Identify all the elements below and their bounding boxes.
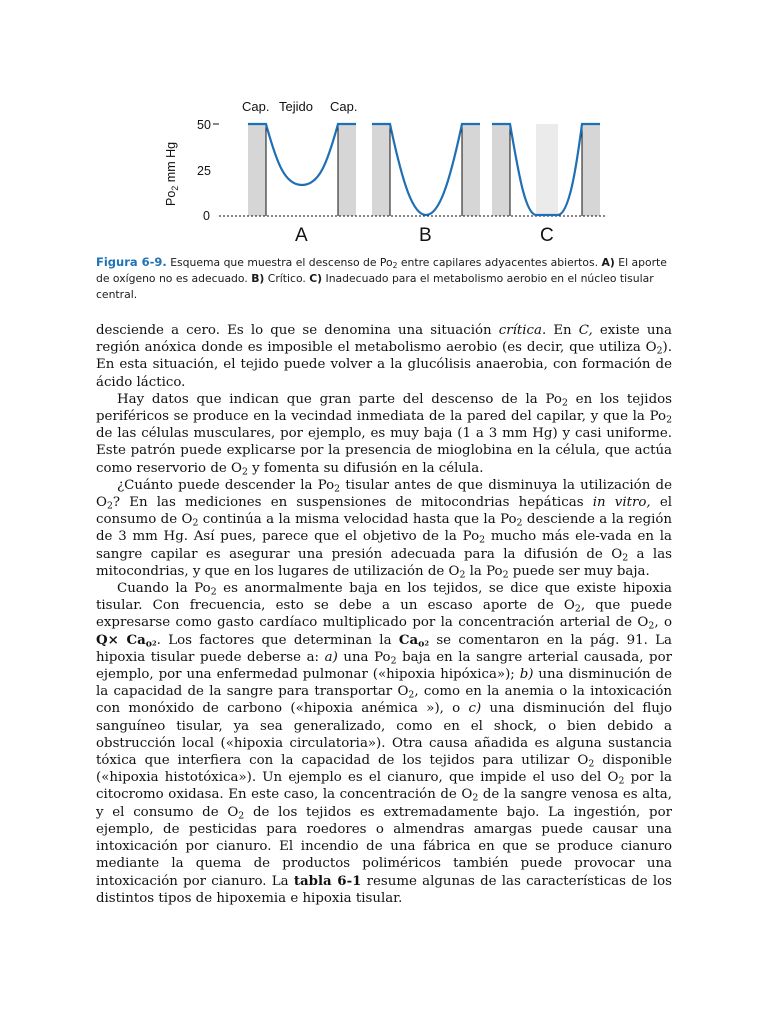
paragraph-4: Cuando la $Po_2$ es anormalmente baja en los tejidos, se dice que existe hipoxia tisular. Con frecuencia, esto se debe a un escaso aporte de $O_2$, que puede expresarse como gasto cardíaco multiplicado por la concentración arterial de $O_2$, o $Q\times Ca_{o2}$. Los factores que determinan la $Ca_{o2}$ se comentaron en la pág. 91. La hipoxia tisular puede deberse a: a) una $Po_2$ baja en la sangre arterial causada, por ejemplo, por una enfermedad pulmonar («hipoxia hipóxica»); b) una disminución de la capacidad de la sangre para transportar $O_2$, como en la anemia o la intoxicación con monóxido de carbono («hipoxia anémica »), o c) una disminución del flujo sanguíneo tisular, ya sea generalizado, como en el shock, o bien debido a obstrucción local («hipoxia circulatoria»). Otra causa añadida es alguna sustancia tóxica que interfiera con la capacidad de los tejidos para utilizar $O_2$ disponible («hipoxia histotóxica»). Un ejemplo es el cianuro, que impide el uso del $O_2$ por la citocromo oxidasa. En este caso, la concentración de $O_2$ de la sangre venosa es alta, y el consumo de $O_2$ de los tejidos es extremadamente bajo. La ingestión, por ejemplo, de pesticidas para roedores o almendras amargas puede causar una intoxicación por cianuro. El incendio de una fábrica en que se produce cianuro mediante la quema de productos poliméricos también puede provocar una intoxicación por cianuro. La tabla 6-1 resume algunas de las características de los distintos tipos de hipoxemia e hipoxia tisular. bbox=[96, 581, 673, 906]
capillary-bar bbox=[338, 124, 356, 216]
paragraph-2: Hay datos que indican que gran parte del descenso de la $Po_2$ en los tejidos periféricos se produce en la vecindad inmediata de la pared del capilar, y que la $Po_2$ de las células musculares, por ejemplo, es muy baja (1 a 3 mm Hg) y casi uniforme. Este patrón puede explicarse por la presencia de mioglobina en la célula, que actúa como reservorio de $O_2$ y fomenta su difusión en la célula. bbox=[96, 391, 672, 477]
y-tick-50: 50 bbox=[197, 118, 211, 132]
segment-label-a: A bbox=[295, 225, 308, 246]
po2-capillary-diagram bbox=[155, 90, 625, 250]
top-label-cap-right: Cap. bbox=[330, 99, 358, 114]
figure-label: Figura 6-9. bbox=[96, 255, 167, 269]
body-text bbox=[96, 322, 672, 907]
capillary-edges bbox=[266, 124, 582, 216]
y-axis-label: $Po_2$ mm Hg bbox=[164, 141, 180, 206]
capillary-bar bbox=[492, 124, 510, 216]
paragraph-1: desciende a cero. Es lo que se denomina una situación crítica. En C, existe una región anóxica donde es imposible el metabolismo aerobio (es decir, que utiliza $O_2$). En esta situación, el tejido puede volver a la glucólisis anaerobia, con formación de ácido láctico. bbox=[96, 323, 672, 390]
segment-label-c: C bbox=[540, 225, 554, 246]
paragraph-3: ¿Cuánto puede descender la $Po_2$ tisular antes de que disminuya la utilización de $O_2$? En las mediciones en suspensiones de mitocondrias hepáticas in vitro, el consumo de $O_2$ continúa a la misma velocidad hasta que la $Po_2$ desciende a la región de 3 mm Hg. Así pues, parece que el objetivo de la $Po_2$ mucho más ele-vada en la sangre capilar es asegurar una presión adecuada para la difusión de $O_2$ a las mitocondrias, y que en los lugares de utilización de $O_2$ la $Po_2$ puede ser muy baja. bbox=[96, 477, 673, 581]
segment-label-b: B bbox=[419, 225, 432, 246]
top-label-cap-left: Cap. bbox=[242, 99, 270, 114]
figure-caption: Figura 6-9. Esquema que muestra el descenso de $Po_2$ entre capilares adyacentes abiertos. A) El aporte de oxígeno no es adecuado. B) Crítico. C) Inadecuado para el metabolismo aerobio en el núcleo tisular central. bbox=[96, 255, 667, 301]
cardiac-output-formula: $Q\times Ca_{o2}$ bbox=[96, 631, 157, 649]
table-reference[interactable]: tabla 6-1 bbox=[293, 872, 362, 889]
capillary-bar-light bbox=[536, 124, 558, 216]
capillary-bar bbox=[248, 124, 266, 216]
capillary-bar bbox=[462, 124, 480, 216]
y-tick-25: 25 bbox=[197, 164, 211, 178]
y-tick-0: 0 bbox=[203, 209, 210, 223]
capillary-bar bbox=[582, 124, 600, 216]
arterial-o2-content-symbol: $Ca_{o2}$ bbox=[398, 631, 430, 649]
capillary-bar bbox=[372, 124, 390, 216]
top-label-tejido: Tejido bbox=[279, 99, 313, 114]
